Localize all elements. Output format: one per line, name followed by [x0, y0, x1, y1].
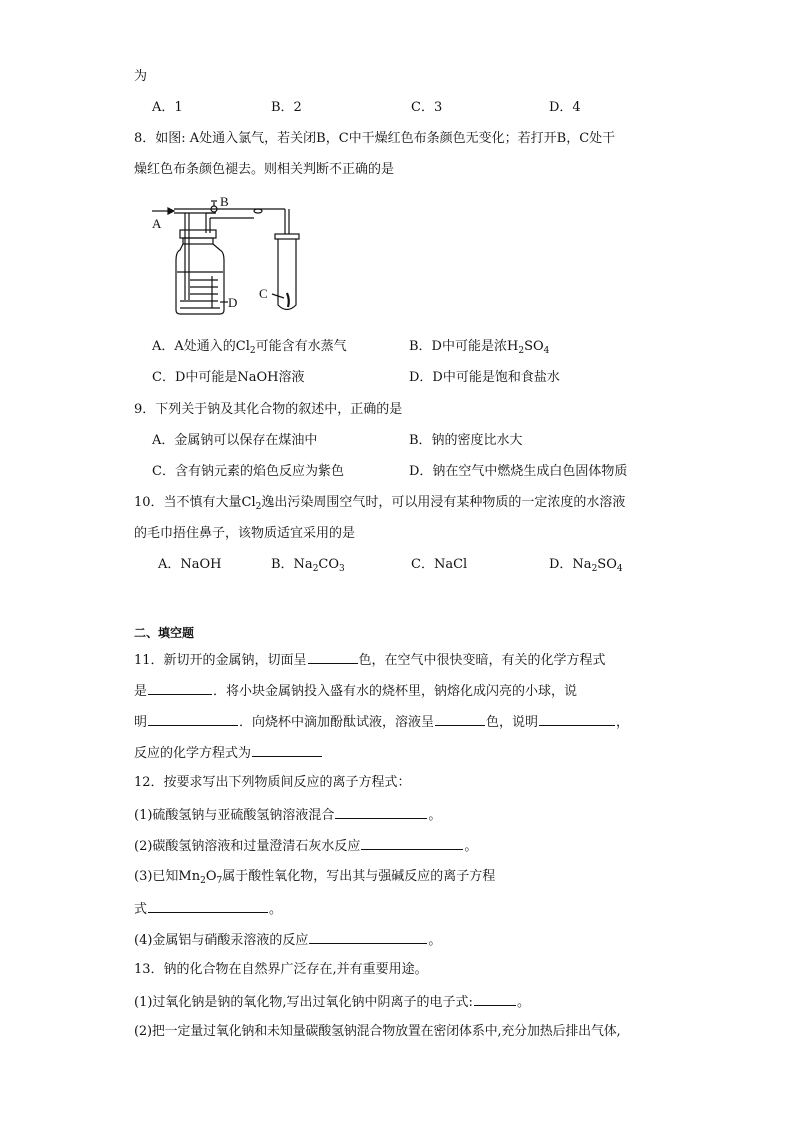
subscript: 7	[216, 876, 223, 886]
subscript: 2	[200, 876, 206, 886]
q12-text: 。	[269, 902, 283, 917]
q12-text: 。	[428, 808, 442, 823]
q11-text: 是	[134, 684, 148, 699]
subscript: 4	[543, 346, 550, 356]
q13-part1	[134, 992, 530, 1012]
q12-stem: 12．按要求写出下列物质间反应的离子方程式：	[134, 775, 411, 790]
q10-stem-text-end: 逸出污染周围空气时，可以用浸有某种物质的一定浓度的水溶液	[261, 495, 626, 510]
subscript: 4	[616, 564, 623, 574]
q8-stem-line2: 燥红色布条颜色褪去。则相关判断不正确的是	[134, 162, 395, 177]
q8-option-b[interactable]	[409, 338, 549, 356]
q9-option-b[interactable]: B．钠的密度比水大	[409, 433, 523, 448]
q8-stem-line1: 8．如图: A处通入氯气，若关闭B，C中干燥红色布条颜色无变化；若打开B，C处干	[134, 131, 616, 146]
subscript: 3	[339, 564, 345, 574]
q12-part2	[134, 836, 477, 856]
answer-blank[interactable]	[435, 712, 485, 726]
q11-text: 色，在空气中很快变暗，有关的化学方程式	[358, 653, 606, 668]
q8-option-a-text: A．A处通入的Cl	[152, 339, 250, 354]
answer-blank[interactable]	[361, 836, 463, 850]
q7-option-d[interactable]: D．4	[549, 100, 581, 115]
figure-label-b: B	[220, 194, 229, 209]
q10-stem-line2: 的毛巾捂住鼻子，该物质适宜采用的是	[134, 526, 356, 541]
q8-option-d[interactable]: D．D中可能是饱和食盐水	[409, 370, 560, 385]
figure-label-d: D	[228, 295, 238, 310]
q7-option-b[interactable]: B．2	[271, 100, 302, 115]
q12-part3-cont	[134, 899, 282, 919]
q12-part1	[134, 805, 441, 825]
q12-text: 。	[428, 933, 442, 948]
subscript: 2	[591, 564, 598, 574]
q8-option-c[interactable]: C．D中可能是NaOH溶液	[152, 370, 305, 385]
q12-text: 属于酸性氧化物，写出其与强碱反应的离子方程	[222, 869, 496, 884]
answer-blank[interactable]	[309, 930, 427, 944]
q13-stem: 13．钠的化合物在自然界广泛存在,并有重要用途。	[134, 962, 428, 977]
subscript: 2	[255, 502, 262, 512]
q12-text: 。	[464, 839, 478, 854]
q8-option-a[interactable]	[152, 338, 347, 356]
subscript: 2	[249, 346, 256, 356]
figure-label-c: C	[259, 286, 268, 301]
q10-option-a[interactable]: A．NaOH	[158, 557, 222, 572]
q13-text: (1)过氧化钠是钠的氧化物,写出过氧化钠中阴离子的电子式:	[134, 995, 473, 1010]
question-7-continuation: 为	[134, 69, 148, 84]
q8-option-b-text-mid: SO	[524, 339, 544, 354]
q10-option-d-text: D．Na	[549, 557, 592, 572]
q8-option-a-text-end: 可能含有水蒸气	[255, 339, 347, 354]
subscript: 2	[518, 346, 525, 356]
q9-stem: 9．下列关于钠及其化合物的叙述中，正确的是	[134, 402, 403, 417]
q13-text: 。	[516, 995, 530, 1010]
q11-line1	[134, 650, 606, 670]
q7-option-c[interactable]: C．3	[411, 100, 443, 115]
answer-blank[interactable]	[335, 805, 427, 819]
q11-line4	[134, 743, 323, 763]
q10-option-b[interactable]	[271, 556, 345, 574]
answer-blank[interactable]	[148, 681, 212, 695]
q11-text: 色，说明	[486, 715, 539, 730]
q11-line3	[134, 712, 629, 732]
q12-text: 式	[134, 902, 148, 917]
q8-option-b-text: B．D中可能是浓H	[409, 339, 519, 354]
q12-part4	[134, 930, 441, 950]
q13-part2: (2)把一定量过氧化钠和未知量碳酸氢钠混合物放置在密闭体系中,充分加热后排出气体,	[134, 1024, 621, 1039]
answer-blank[interactable]	[539, 712, 615, 726]
q11-text: ．将小块金属钠投入盛有水的烧杯里，钠熔化成闪亮的小球，说	[213, 684, 578, 699]
q11-text: 11．新切开的金属钠，切面呈	[134, 653, 307, 668]
q9-option-d[interactable]: D．钠在空气中燃烧生成白色固体物质	[409, 464, 628, 479]
q8-apparatus-figure	[150, 190, 310, 320]
q11-text: ．向烧杯中滴加酚酞试液，溶液呈	[239, 715, 435, 730]
answer-blank[interactable]	[308, 650, 358, 664]
q11-line2	[134, 681, 577, 701]
q9-option-c[interactable]: C．含有钠元素的焰色反应为紫色	[152, 464, 344, 479]
subscript: 2	[312, 564, 319, 574]
q12-text: (3)已知Mn	[134, 869, 201, 884]
q11-text: ，	[616, 715, 630, 730]
answer-blank[interactable]	[252, 743, 322, 757]
q10-option-c[interactable]: C．NaCl	[411, 557, 468, 572]
q12-text: O	[205, 869, 217, 884]
q10-option-d-text-mid: SO	[597, 557, 617, 572]
q11-text: 反应的化学方程式为	[134, 746, 252, 761]
q10-option-d[interactable]	[549, 556, 623, 574]
answer-blank[interactable]	[474, 992, 516, 1006]
q12-part3	[134, 868, 495, 886]
q12-text: (1)硫酸氢钠与亚硫酸氢钠溶液混合	[134, 808, 335, 823]
q9-option-a[interactable]: A．金属钠可以保存在煤油中	[152, 433, 318, 448]
q7-option-a[interactable]: A．1	[152, 100, 183, 115]
q12-text: (4)金属铝与硝酸汞溶液的反应	[134, 933, 309, 948]
answer-blank[interactable]	[148, 712, 238, 726]
q12-text: (2)碳酸氢钠溶液和过量澄清石灰水反应	[134, 839, 361, 854]
q10-option-b-text: B．Na	[271, 557, 313, 572]
q10-option-b-text-mid: CO	[318, 557, 340, 572]
figure-label-a: A	[152, 216, 162, 231]
answer-blank[interactable]	[148, 899, 268, 913]
q10-stem-line1	[134, 494, 625, 512]
q11-text: 明	[134, 715, 148, 730]
q10-stem-text: 10．当不慎有大量Cl	[134, 495, 256, 510]
section-title-fill-in: 二、填空题	[134, 626, 195, 640]
